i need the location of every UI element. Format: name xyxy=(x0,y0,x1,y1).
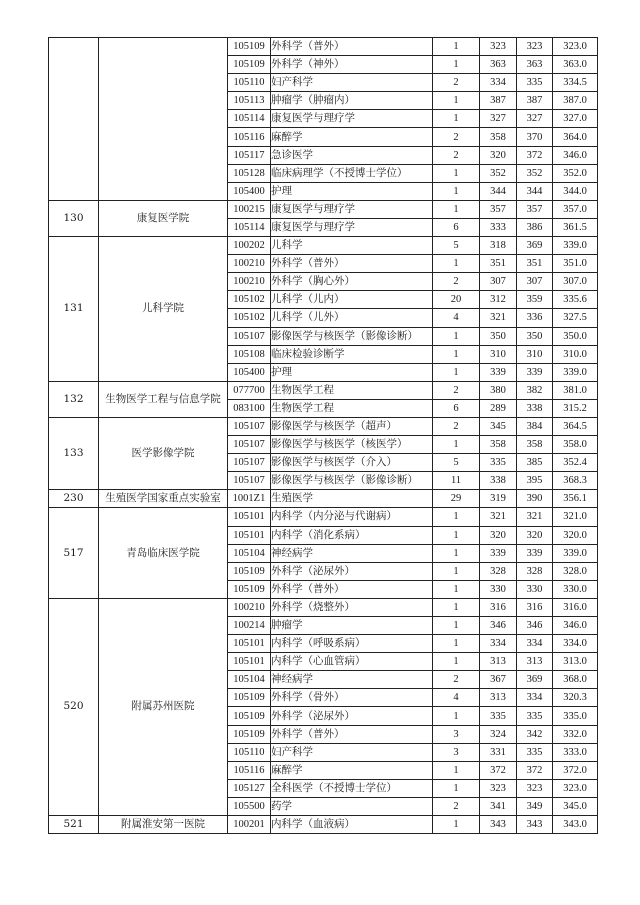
min-score: 339 xyxy=(480,544,517,562)
major-name: 外科学（神外） xyxy=(271,56,433,74)
department-code: 133 xyxy=(49,417,99,489)
min-score: 330 xyxy=(480,580,517,598)
major-name: 康复医学与理疗学 xyxy=(271,200,433,218)
avg-score: 364.5 xyxy=(553,417,598,435)
major-name: 急诊医学 xyxy=(271,146,433,164)
min-score: 320 xyxy=(480,146,517,164)
department-name: 康复医学院 xyxy=(99,200,228,236)
major-code: 100210 xyxy=(228,255,271,273)
min-score: 331 xyxy=(480,743,517,761)
max-score: 352 xyxy=(517,164,553,182)
major-name: 护理 xyxy=(271,363,433,381)
major-code: 105113 xyxy=(228,92,271,110)
admitted-count: 6 xyxy=(433,218,480,236)
admitted-count: 6 xyxy=(433,399,480,417)
avg-score: 320.3 xyxy=(553,689,598,707)
admitted-count: 11 xyxy=(433,472,480,490)
admission-scores-table xyxy=(48,37,598,834)
min-score: 372 xyxy=(480,761,517,779)
major-code: 105102 xyxy=(228,309,271,327)
max-score: 334 xyxy=(517,635,553,653)
max-score: 385 xyxy=(517,454,553,472)
avg-score: 358.0 xyxy=(553,436,598,454)
major-code: 100215 xyxy=(228,200,271,218)
major-name: 神经病学 xyxy=(271,671,433,689)
max-score: 350 xyxy=(517,327,553,345)
admitted-count: 2 xyxy=(433,797,480,815)
major-name: 妇产科学 xyxy=(271,743,433,761)
major-code: 105128 xyxy=(228,164,271,182)
max-score: 320 xyxy=(517,526,553,544)
max-score: 386 xyxy=(517,218,553,236)
major-code: 105114 xyxy=(228,110,271,128)
major-code: 105400 xyxy=(228,363,271,381)
major-code: 105500 xyxy=(228,797,271,815)
admitted-count: 3 xyxy=(433,743,480,761)
avg-score: 363.0 xyxy=(553,56,598,74)
major-name: 药学 xyxy=(271,797,433,815)
major-name: 肿瘤学（肿瘤内） xyxy=(271,92,433,110)
major-name: 外科学（普外） xyxy=(271,38,433,56)
major-name: 神经病学 xyxy=(271,544,433,562)
min-score: 312 xyxy=(480,291,517,309)
min-score: 333 xyxy=(480,218,517,236)
major-name: 影像医学与核医学（核医学） xyxy=(271,436,433,454)
major-code: 105101 xyxy=(228,653,271,671)
major-code: 105127 xyxy=(228,779,271,797)
min-score: 327 xyxy=(480,110,517,128)
admitted-count: 2 xyxy=(433,146,480,164)
major-code: 083100 xyxy=(228,399,271,417)
admitted-count: 20 xyxy=(433,291,480,309)
max-score: 335 xyxy=(517,743,553,761)
major-name: 内科学（消化系病） xyxy=(271,526,433,544)
major-name: 内科学（内分泌与代谢病） xyxy=(271,508,433,526)
admitted-count: 1 xyxy=(433,562,480,580)
major-name: 临床病理学（不授博士学位） xyxy=(271,164,433,182)
avg-score: 333.0 xyxy=(553,743,598,761)
max-score: 327 xyxy=(517,110,553,128)
avg-score: 310.0 xyxy=(553,345,598,363)
min-score: 321 xyxy=(480,309,517,327)
admitted-count: 1 xyxy=(433,761,480,779)
avg-score: 335.6 xyxy=(553,291,598,309)
max-score: 330 xyxy=(517,580,553,598)
major-name: 麻醉学 xyxy=(271,761,433,779)
major-name: 康复医学与理疗学 xyxy=(271,218,433,236)
major-code: 105110 xyxy=(228,74,271,92)
max-score: 338 xyxy=(517,399,553,417)
max-score: 363 xyxy=(517,56,553,74)
min-score: 343 xyxy=(480,816,517,834)
min-score: 367 xyxy=(480,671,517,689)
major-name: 全科医学（不授博士学位） xyxy=(271,779,433,797)
avg-score: 332.0 xyxy=(553,725,598,743)
min-score: 335 xyxy=(480,454,517,472)
min-score: 339 xyxy=(480,363,517,381)
avg-score: 327.5 xyxy=(553,309,598,327)
max-score: 323 xyxy=(517,779,553,797)
table-body xyxy=(49,38,598,834)
avg-score: 351.0 xyxy=(553,255,598,273)
max-score: 369 xyxy=(517,237,553,255)
avg-score: 323.0 xyxy=(553,779,598,797)
avg-score: 339.0 xyxy=(553,544,598,562)
max-score: 370 xyxy=(517,128,553,146)
admitted-count: 29 xyxy=(433,490,480,508)
avg-score: 323.0 xyxy=(553,38,598,56)
avg-score: 321.0 xyxy=(553,508,598,526)
admitted-count: 1 xyxy=(433,110,480,128)
min-score: 380 xyxy=(480,381,517,399)
min-score: 338 xyxy=(480,472,517,490)
table-row xyxy=(49,816,598,834)
min-score: 345 xyxy=(480,417,517,435)
max-score: 349 xyxy=(517,797,553,815)
major-name: 外科学（普外） xyxy=(271,255,433,273)
major-code: 105101 xyxy=(228,508,271,526)
avg-score: 364.0 xyxy=(553,128,598,146)
department-name: 生物医学工程与信息学院 xyxy=(99,381,228,417)
min-score: 319 xyxy=(480,490,517,508)
max-score: 357 xyxy=(517,200,553,218)
min-score: 334 xyxy=(480,74,517,92)
major-name: 外科学（泌尿外） xyxy=(271,562,433,580)
major-code: 105107 xyxy=(228,472,271,490)
admitted-count: 1 xyxy=(433,38,480,56)
min-score: 358 xyxy=(480,436,517,454)
department-code: 130 xyxy=(49,200,99,236)
max-score: 358 xyxy=(517,436,553,454)
avg-score: 313.0 xyxy=(553,653,598,671)
admitted-count: 1 xyxy=(433,255,480,273)
table-row xyxy=(49,200,598,218)
admitted-count: 1 xyxy=(433,617,480,635)
avg-score: 350.0 xyxy=(553,327,598,345)
max-score: 395 xyxy=(517,472,553,490)
max-score: 334 xyxy=(517,689,553,707)
avg-score: 368.3 xyxy=(553,472,598,490)
major-code: 105114 xyxy=(228,218,271,236)
min-score: 307 xyxy=(480,273,517,291)
admitted-count: 2 xyxy=(433,417,480,435)
major-name: 外科学（胸心外） xyxy=(271,273,433,291)
avg-score: 334.5 xyxy=(553,74,598,92)
max-score: 335 xyxy=(517,74,553,92)
admitted-count: 1 xyxy=(433,526,480,544)
avg-score: 368.0 xyxy=(553,671,598,689)
min-score: 324 xyxy=(480,725,517,743)
min-score: 323 xyxy=(480,38,517,56)
major-code: 105109 xyxy=(228,725,271,743)
min-score: 334 xyxy=(480,635,517,653)
admitted-count: 1 xyxy=(433,779,480,797)
major-code: 100210 xyxy=(228,598,271,616)
avg-score: 316.0 xyxy=(553,598,598,616)
major-code: 105107 xyxy=(228,454,271,472)
avg-score: 320.0 xyxy=(553,526,598,544)
admitted-count: 1 xyxy=(433,345,480,363)
min-score: 310 xyxy=(480,345,517,363)
min-score: 323 xyxy=(480,779,517,797)
major-code: 077700 xyxy=(228,381,271,399)
admitted-count: 1 xyxy=(433,508,480,526)
admitted-count: 2 xyxy=(433,74,480,92)
table-row xyxy=(49,381,598,399)
avg-score: 357.0 xyxy=(553,200,598,218)
major-code: 105108 xyxy=(228,345,271,363)
min-score: 350 xyxy=(480,327,517,345)
major-code: 100214 xyxy=(228,617,271,635)
major-code: 105116 xyxy=(228,761,271,779)
min-score: 313 xyxy=(480,689,517,707)
major-name: 儿科学（儿内） xyxy=(271,291,433,309)
avg-score: 352.4 xyxy=(553,454,598,472)
admitted-count: 1 xyxy=(433,635,480,653)
avg-score: 346.0 xyxy=(553,617,598,635)
major-code: 105109 xyxy=(228,38,271,56)
major-code: 105107 xyxy=(228,417,271,435)
max-score: 310 xyxy=(517,345,553,363)
major-name: 外科学（骨外） xyxy=(271,689,433,707)
major-code: 105104 xyxy=(228,544,271,562)
major-name: 外科学（泌尿外） xyxy=(271,707,433,725)
admitted-count: 1 xyxy=(433,56,480,74)
admitted-count: 1 xyxy=(433,92,480,110)
max-score: 321 xyxy=(517,508,553,526)
admitted-count: 2 xyxy=(433,381,480,399)
admitted-count: 1 xyxy=(433,200,480,218)
department-name: 附属淮安第一医院 xyxy=(99,816,228,834)
major-code: 105104 xyxy=(228,671,271,689)
max-score: 372 xyxy=(517,146,553,164)
major-name: 儿科学（儿外） xyxy=(271,309,433,327)
avg-score: 339.0 xyxy=(553,363,598,381)
min-score: 289 xyxy=(480,399,517,417)
avg-score: 330.0 xyxy=(553,580,598,598)
major-code: 105109 xyxy=(228,56,271,74)
min-score: 313 xyxy=(480,653,517,671)
major-name: 内科学（心血管病） xyxy=(271,653,433,671)
max-score: 342 xyxy=(517,725,553,743)
min-score: 344 xyxy=(480,182,517,200)
min-score: 318 xyxy=(480,237,517,255)
admitted-count: 1 xyxy=(433,707,480,725)
major-name: 外科学（普外） xyxy=(271,725,433,743)
major-code: 100201 xyxy=(228,816,271,834)
table-row xyxy=(49,598,598,616)
admitted-count: 1 xyxy=(433,327,480,345)
min-score: 321 xyxy=(480,508,517,526)
department-code xyxy=(49,38,99,201)
major-code: 105109 xyxy=(228,580,271,598)
avg-score: 387.0 xyxy=(553,92,598,110)
major-code: 105400 xyxy=(228,182,271,200)
department-name: 医学影像学院 xyxy=(99,417,228,489)
major-code: 105117 xyxy=(228,146,271,164)
major-code: 105109 xyxy=(228,707,271,725)
major-name: 内科学（血液病） xyxy=(271,816,433,834)
avg-score: 334.0 xyxy=(553,635,598,653)
avg-score: 346.0 xyxy=(553,146,598,164)
major-name: 生物医学工程 xyxy=(271,381,433,399)
department-name: 青岛临床医学院 xyxy=(99,508,228,598)
admitted-count: 2 xyxy=(433,128,480,146)
admitted-count: 4 xyxy=(433,689,480,707)
max-score: 335 xyxy=(517,707,553,725)
admitted-count: 1 xyxy=(433,182,480,200)
major-code: 100202 xyxy=(228,237,271,255)
department-name: 儿科学院 xyxy=(99,237,228,382)
major-code: 105109 xyxy=(228,562,271,580)
avg-score: 356.1 xyxy=(553,490,598,508)
max-score: 344 xyxy=(517,182,553,200)
major-name: 影像医学与核医学（介入） xyxy=(271,454,433,472)
department-code: 520 xyxy=(49,598,99,815)
major-name: 麻醉学 xyxy=(271,128,433,146)
table-row xyxy=(49,237,598,255)
max-score: 359 xyxy=(517,291,553,309)
avg-score: 328.0 xyxy=(553,562,598,580)
admitted-count: 1 xyxy=(433,164,480,182)
max-score: 351 xyxy=(517,255,553,273)
max-score: 346 xyxy=(517,617,553,635)
admitted-count: 1 xyxy=(433,653,480,671)
admitted-count: 1 xyxy=(433,436,480,454)
min-score: 341 xyxy=(480,797,517,815)
max-score: 387 xyxy=(517,92,553,110)
max-score: 382 xyxy=(517,381,553,399)
avg-score: 335.0 xyxy=(553,707,598,725)
table-row xyxy=(49,490,598,508)
avg-score: 327.0 xyxy=(553,110,598,128)
max-score: 339 xyxy=(517,544,553,562)
department-code: 131 xyxy=(49,237,99,382)
max-score: 369 xyxy=(517,671,553,689)
avg-score: 345.0 xyxy=(553,797,598,815)
max-score: 372 xyxy=(517,761,553,779)
avg-score: 352.0 xyxy=(553,164,598,182)
admitted-count: 1 xyxy=(433,580,480,598)
avg-score: 344.0 xyxy=(553,182,598,200)
major-code: 1001Z1 xyxy=(228,490,271,508)
department-code: 132 xyxy=(49,381,99,417)
major-name: 护理 xyxy=(271,182,433,200)
max-score: 328 xyxy=(517,562,553,580)
department-name: 附属苏州医院 xyxy=(99,598,228,815)
major-name: 内科学（呼吸系病） xyxy=(271,635,433,653)
major-code: 105109 xyxy=(228,689,271,707)
admitted-count: 2 xyxy=(433,671,480,689)
admitted-count: 1 xyxy=(433,544,480,562)
major-name: 影像医学与核医学（影像诊断） xyxy=(271,327,433,345)
admitted-count: 1 xyxy=(433,816,480,834)
major-code: 105101 xyxy=(228,526,271,544)
major-code: 105110 xyxy=(228,743,271,761)
max-score: 336 xyxy=(517,309,553,327)
department-code: 521 xyxy=(49,816,99,834)
max-score: 390 xyxy=(517,490,553,508)
max-score: 307 xyxy=(517,273,553,291)
admitted-count: 1 xyxy=(433,363,480,381)
department-name: 生殖医学国家重点实验室 xyxy=(99,490,228,508)
min-score: 357 xyxy=(480,200,517,218)
min-score: 363 xyxy=(480,56,517,74)
major-code: 105102 xyxy=(228,291,271,309)
min-score: 335 xyxy=(480,707,517,725)
avg-score: 343.0 xyxy=(553,816,598,834)
major-name: 外科学（普外） xyxy=(271,580,433,598)
major-code: 105116 xyxy=(228,128,271,146)
max-score: 384 xyxy=(517,417,553,435)
admitted-count: 2 xyxy=(433,273,480,291)
min-score: 351 xyxy=(480,255,517,273)
table-row xyxy=(49,38,598,56)
admitted-count: 1 xyxy=(433,598,480,616)
avg-score: 372.0 xyxy=(553,761,598,779)
major-name: 儿科学 xyxy=(271,237,433,255)
max-score: 313 xyxy=(517,653,553,671)
major-code: 100210 xyxy=(228,273,271,291)
admitted-count: 3 xyxy=(433,725,480,743)
min-score: 346 xyxy=(480,617,517,635)
major-code: 105107 xyxy=(228,327,271,345)
major-name: 生殖医学 xyxy=(271,490,433,508)
department-name xyxy=(99,38,228,201)
min-score: 387 xyxy=(480,92,517,110)
major-name: 外科学（烧整外） xyxy=(271,598,433,616)
admitted-count: 5 xyxy=(433,454,480,472)
department-code: 230 xyxy=(49,490,99,508)
major-code: 105101 xyxy=(228,635,271,653)
min-score: 328 xyxy=(480,562,517,580)
avg-score: 307.0 xyxy=(553,273,598,291)
min-score: 358 xyxy=(480,128,517,146)
department-code: 517 xyxy=(49,508,99,598)
major-name: 康复医学与理疗学 xyxy=(271,110,433,128)
admitted-count: 4 xyxy=(433,309,480,327)
avg-score: 315.2 xyxy=(553,399,598,417)
avg-score: 361.5 xyxy=(553,218,598,236)
max-score: 316 xyxy=(517,598,553,616)
major-name: 影像医学与核医学（影像诊断） xyxy=(271,472,433,490)
avg-score: 339.0 xyxy=(553,237,598,255)
max-score: 323 xyxy=(517,38,553,56)
table-row xyxy=(49,508,598,526)
major-name: 肿瘤学 xyxy=(271,617,433,635)
major-name: 生物医学工程 xyxy=(271,399,433,417)
min-score: 316 xyxy=(480,598,517,616)
major-name: 影像医学与核医学（超声） xyxy=(271,417,433,435)
max-score: 339 xyxy=(517,363,553,381)
min-score: 320 xyxy=(480,526,517,544)
major-name: 妇产科学 xyxy=(271,74,433,92)
major-name: 临床检验诊断学 xyxy=(271,345,433,363)
admitted-count: 5 xyxy=(433,237,480,255)
min-score: 352 xyxy=(480,164,517,182)
table-row xyxy=(49,417,598,435)
major-code: 105107 xyxy=(228,436,271,454)
avg-score: 381.0 xyxy=(553,381,598,399)
max-score: 343 xyxy=(517,816,553,834)
